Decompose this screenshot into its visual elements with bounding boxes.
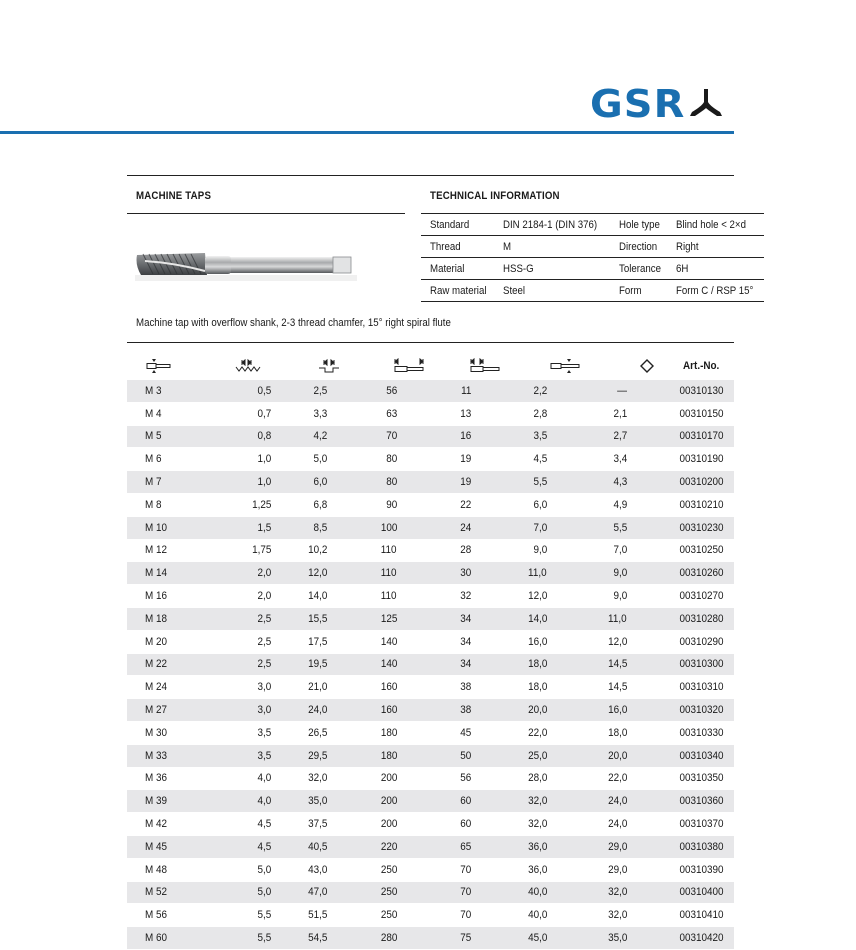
cell-thread-size: M 45 <box>127 835 189 858</box>
table-row <box>127 835 734 858</box>
cell-pitch: 3,0 <box>189 699 271 722</box>
cell-square-size: 18,0 <box>589 721 669 744</box>
cell-thread-length: 45 <box>431 721 509 744</box>
cell-thread-length: 50 <box>431 744 509 767</box>
thread-pitch-icon <box>234 358 264 374</box>
cell-thread-size: M 24 <box>127 676 189 699</box>
cell-shank-diameter: 36,0 <box>509 858 589 881</box>
machine-tap-image <box>135 249 357 281</box>
cell-thread-length: 65 <box>431 835 509 858</box>
cell-core-drill: 29,5 <box>271 744 353 767</box>
cell-pitch: 4,5 <box>189 835 271 858</box>
col-shank-diameter <box>509 352 589 380</box>
cell-square-size: 35,0 <box>589 927 669 950</box>
table-row <box>127 904 734 927</box>
cell-total-length: 70 <box>353 425 431 448</box>
cell-thread-size: M 27 <box>127 699 189 722</box>
cell-thread-length: 34 <box>431 607 509 630</box>
table-row <box>127 858 734 881</box>
cell-shank-diameter: 32,0 <box>509 813 589 836</box>
cell-thread-length: 11 <box>431 380 509 402</box>
cell-square-size: 24,0 <box>589 813 669 836</box>
col-square-size <box>589 352 669 380</box>
tech-value: HSS-G <box>494 258 610 280</box>
cell-total-length: 160 <box>353 699 431 722</box>
cell-shank-diameter: 22,0 <box>509 721 589 744</box>
cell-square-size: 14,5 <box>589 676 669 699</box>
cell-total-length: 180 <box>353 744 431 767</box>
cell-article-number: 00310150 <box>669 402 734 425</box>
cell-article-number: 00310250 <box>669 539 734 562</box>
cell-pitch: 4,0 <box>189 790 271 813</box>
cell-square-size: 3,4 <box>589 448 669 471</box>
table-row <box>127 585 734 608</box>
cell-shank-diameter: 3,5 <box>509 425 589 448</box>
cell-total-length: 140 <box>353 630 431 653</box>
cell-core-drill: 21,0 <box>271 676 353 699</box>
cell-core-drill: 54,5 <box>271 927 353 950</box>
cell-shank-diameter: 18,0 <box>509 653 589 676</box>
cell-thread-size: M 60 <box>127 927 189 950</box>
cell-thread-length: 70 <box>431 904 509 927</box>
cell-thread-length: 13 <box>431 402 509 425</box>
cell-total-length: 100 <box>353 516 431 539</box>
cell-core-drill: 43,0 <box>271 858 353 881</box>
cell-thread-size: M 5 <box>127 425 189 448</box>
cell-square-size: 5,5 <box>589 516 669 539</box>
cell-pitch: 1,75 <box>189 539 271 562</box>
table-row <box>127 721 734 744</box>
cell-core-drill: 19,5 <box>271 653 353 676</box>
cell-total-length: 250 <box>353 858 431 881</box>
cell-core-drill: 17,5 <box>271 630 353 653</box>
table-row <box>127 516 734 539</box>
tech-value: Blind hole < 2×d <box>667 214 764 236</box>
cell-pitch: 2,0 <box>189 562 271 585</box>
cell-shank-diameter: 12,0 <box>509 585 589 608</box>
cell-thread-size: M 7 <box>127 471 189 494</box>
cell-thread-size: M 36 <box>127 767 189 790</box>
cell-article-number: 00310390 <box>669 858 734 881</box>
cell-square-size: 32,0 <box>589 904 669 927</box>
cell-total-length: 200 <box>353 813 431 836</box>
cell-pitch: 0,8 <box>189 425 271 448</box>
logo-text: GSR <box>590 82 686 126</box>
core-drill-diameter-icon <box>316 358 342 374</box>
section-left-rule <box>127 213 405 214</box>
cell-thread-size: M 20 <box>127 630 189 653</box>
tech-row <box>421 258 764 280</box>
cell-shank-diameter: 45,0 <box>509 927 589 950</box>
cell-total-length: 80 <box>353 471 431 494</box>
cell-pitch: 3,5 <box>189 744 271 767</box>
tech-label: Raw material <box>421 280 494 302</box>
cell-thread-size: M 42 <box>127 813 189 836</box>
tech-label: Material <box>421 258 494 280</box>
cell-shank-diameter: 6,0 <box>509 493 589 516</box>
cell-total-length: 63 <box>353 402 431 425</box>
cell-pitch: 3,5 <box>189 721 271 744</box>
cell-thread-length: 30 <box>431 562 509 585</box>
cell-pitch: 2,0 <box>189 585 271 608</box>
cell-thread-size: M 39 <box>127 790 189 813</box>
cell-thread-length: 28 <box>431 539 509 562</box>
cell-thread-length: 34 <box>431 653 509 676</box>
col-article-number <box>669 352 734 380</box>
table-row <box>127 493 734 516</box>
cell-core-drill: 6,0 <box>271 471 353 494</box>
cell-article-number: 00310330 <box>669 721 734 744</box>
cell-thread-length: 32 <box>431 585 509 608</box>
cell-article-number: 00310210 <box>669 493 734 516</box>
col-nominal-diameter <box>127 352 189 380</box>
description-rule <box>127 342 734 343</box>
technical-info-table <box>421 213 764 302</box>
table-row <box>127 699 734 722</box>
cell-core-drill: 14,0 <box>271 585 353 608</box>
nominal-diameter-icon <box>142 358 174 374</box>
cell-article-number: 00310190 <box>669 448 734 471</box>
cell-square-size: 29,0 <box>589 858 669 881</box>
cell-thread-length: 22 <box>431 493 509 516</box>
cell-core-drill: 8,5 <box>271 516 353 539</box>
cell-shank-diameter: 32,0 <box>509 790 589 813</box>
cell-thread-length: 60 <box>431 790 509 813</box>
cell-thread-size: M 3 <box>127 380 189 402</box>
cell-total-length: 220 <box>353 835 431 858</box>
cell-square-size: 16,0 <box>589 699 669 722</box>
cell-pitch: 2,5 <box>189 607 271 630</box>
cell-core-drill: 6,8 <box>271 493 353 516</box>
cell-shank-diameter: 11,0 <box>509 562 589 585</box>
cell-core-drill: 26,5 <box>271 721 353 744</box>
table-row <box>127 425 734 448</box>
cell-square-size: 2,1 <box>589 402 669 425</box>
cell-shank-diameter: 40,0 <box>509 904 589 927</box>
cell-total-length: 160 <box>353 676 431 699</box>
dimensions-table-body <box>127 380 734 949</box>
cell-square-size: 4,9 <box>589 493 669 516</box>
cell-total-length: 80 <box>353 448 431 471</box>
article-number-header: Art.-No. <box>683 360 720 372</box>
cell-article-number: 00310130 <box>669 380 734 402</box>
table-row <box>127 607 734 630</box>
cell-article-number: 00310380 <box>669 835 734 858</box>
cell-total-length: 125 <box>353 607 431 630</box>
cell-core-drill: 51,5 <box>271 904 353 927</box>
cell-core-drill: 2,5 <box>271 380 353 402</box>
tech-label: Hole type <box>610 214 667 236</box>
cell-total-length: 180 <box>353 721 431 744</box>
cell-article-number: 00310260 <box>669 562 734 585</box>
cell-shank-diameter: 40,0 <box>509 881 589 904</box>
tech-value: M <box>494 236 610 258</box>
cell-shank-diameter: 36,0 <box>509 835 589 858</box>
cell-square-size: — <box>589 380 669 402</box>
cell-article-number: 00310310 <box>669 676 734 699</box>
cell-thread-length: 19 <box>431 471 509 494</box>
gsr-logo <box>590 82 723 126</box>
tech-value: Right <box>667 236 764 258</box>
cell-square-size: 32,0 <box>589 881 669 904</box>
col-thread-pitch <box>189 352 271 380</box>
cell-pitch: 4,0 <box>189 767 271 790</box>
cell-thread-size: M 10 <box>127 516 189 539</box>
table-row <box>127 767 734 790</box>
tech-label: Form <box>610 280 667 302</box>
cell-article-number: 00310200 <box>669 471 734 494</box>
cell-core-drill: 10,2 <box>271 539 353 562</box>
cell-thread-size: M 6 <box>127 448 189 471</box>
cell-core-drill: 15,5 <box>271 607 353 630</box>
cell-pitch: 0,7 <box>189 402 271 425</box>
cell-core-drill: 24,0 <box>271 699 353 722</box>
cell-article-number: 00310300 <box>669 653 734 676</box>
header-accent-rule <box>0 131 734 134</box>
cell-total-length: 200 <box>353 790 431 813</box>
section-top-rule <box>127 175 734 176</box>
cell-core-drill: 47,0 <box>271 881 353 904</box>
tech-row <box>421 214 764 236</box>
cell-core-drill: 40,5 <box>271 835 353 858</box>
product-description: Machine tap with overflow shank, 2-3 thread chamfer, 15° right spiral flute <box>136 317 451 329</box>
tech-label: Thread <box>421 236 494 258</box>
cell-thread-length: 16 <box>431 425 509 448</box>
cell-square-size: 14,5 <box>589 653 669 676</box>
cell-total-length: 56 <box>353 380 431 402</box>
table-row <box>127 562 734 585</box>
cell-thread-length: 38 <box>431 699 509 722</box>
gsr-tri-blade-logo-icon <box>689 88 723 120</box>
cell-article-number: 00310350 <box>669 767 734 790</box>
cell-core-drill: 12,0 <box>271 562 353 585</box>
cell-article-number: 00310290 <box>669 630 734 653</box>
cell-article-number: 00310170 <box>669 425 734 448</box>
cell-total-length: 200 <box>353 767 431 790</box>
cell-square-size: 22,0 <box>589 767 669 790</box>
cell-square-size: 9,0 <box>589 585 669 608</box>
tech-value: Steel <box>494 280 610 302</box>
table-row <box>127 630 734 653</box>
cell-pitch: 1,25 <box>189 493 271 516</box>
table-row <box>127 653 734 676</box>
cell-square-size: 7,0 <box>589 539 669 562</box>
total-length-icon <box>393 358 427 374</box>
cell-core-drill: 4,2 <box>271 425 353 448</box>
cell-shank-diameter: 9,0 <box>509 539 589 562</box>
cell-article-number: 00310360 <box>669 790 734 813</box>
cell-shank-diameter: 18,0 <box>509 676 589 699</box>
table-row <box>127 790 734 813</box>
cell-thread-length: 56 <box>431 767 509 790</box>
cell-shank-diameter: 14,0 <box>509 607 589 630</box>
table-row <box>127 402 734 425</box>
cell-thread-size: M 12 <box>127 539 189 562</box>
cell-core-drill: 5,0 <box>271 448 353 471</box>
square-size-icon <box>639 358 655 374</box>
cell-article-number: 00310410 <box>669 904 734 927</box>
cell-shank-diameter: 4,5 <box>509 448 589 471</box>
cell-pitch: 2,5 <box>189 630 271 653</box>
col-thread-length <box>431 352 509 380</box>
table-row <box>127 676 734 699</box>
table-row <box>127 813 734 836</box>
cell-square-size: 29,0 <box>589 835 669 858</box>
tech-label: Tolerance <box>610 258 667 280</box>
table-row <box>127 744 734 767</box>
tech-value: DIN 2184-1 (DIN 376) <box>494 214 610 236</box>
tech-label: Direction <box>610 236 667 258</box>
cell-total-length: 90 <box>353 493 431 516</box>
tech-row <box>421 280 764 302</box>
table-row <box>127 448 734 471</box>
table-row <box>127 380 734 402</box>
cell-pitch: 1,0 <box>189 448 271 471</box>
table-row <box>127 927 734 950</box>
cell-article-number: 00310320 <box>669 699 734 722</box>
cell-thread-size: M 33 <box>127 744 189 767</box>
cell-thread-size: M 18 <box>127 607 189 630</box>
cell-square-size: 4,3 <box>589 471 669 494</box>
cell-shank-diameter: 2,2 <box>509 380 589 402</box>
cell-pitch: 3,0 <box>189 676 271 699</box>
cell-thread-size: M 8 <box>127 493 189 516</box>
cell-total-length: 110 <box>353 585 431 608</box>
cell-article-number: 00310230 <box>669 516 734 539</box>
tech-value: Form C / RSP 15° <box>667 280 764 302</box>
cell-article-number: 00310340 <box>669 744 734 767</box>
cell-square-size: 12,0 <box>589 630 669 653</box>
cell-thread-size: M 4 <box>127 402 189 425</box>
cell-article-number: 00310270 <box>669 585 734 608</box>
cell-thread-size: M 30 <box>127 721 189 744</box>
cell-thread-size: M 22 <box>127 653 189 676</box>
table-row <box>127 471 734 494</box>
cell-thread-size: M 56 <box>127 904 189 927</box>
cell-shank-diameter: 28,0 <box>509 767 589 790</box>
cell-thread-length: 60 <box>431 813 509 836</box>
section-title-technical-information: TECHNICAL INFORMATION <box>430 190 560 202</box>
cell-shank-diameter: 20,0 <box>509 699 589 722</box>
cell-thread-length: 70 <box>431 858 509 881</box>
table-header-row <box>127 352 734 380</box>
cell-thread-size: M 16 <box>127 585 189 608</box>
cell-pitch: 1,5 <box>189 516 271 539</box>
cell-core-drill: 3,3 <box>271 402 353 425</box>
cell-pitch: 5,5 <box>189 904 271 927</box>
tech-row <box>421 236 764 258</box>
cell-thread-length: 34 <box>431 630 509 653</box>
cell-pitch: 0,5 <box>189 380 271 402</box>
cell-article-number: 00310370 <box>669 813 734 836</box>
section-title-machine-taps: MACHINE TAPS <box>136 190 212 202</box>
cell-shank-diameter: 16,0 <box>509 630 589 653</box>
cell-shank-diameter: 5,5 <box>509 471 589 494</box>
cell-square-size: 2,7 <box>589 425 669 448</box>
cell-thread-length: 24 <box>431 516 509 539</box>
cell-square-size: 11,0 <box>589 607 669 630</box>
cell-pitch: 2,5 <box>189 653 271 676</box>
cell-pitch: 5,5 <box>189 927 271 950</box>
cell-article-number: 00310420 <box>669 927 734 950</box>
dimensions-table <box>127 352 734 950</box>
cell-square-size: 20,0 <box>589 744 669 767</box>
shank-diameter-icon <box>549 358 581 374</box>
thread-length-icon <box>469 358 501 374</box>
cell-pitch: 1,0 <box>189 471 271 494</box>
col-total-length <box>353 352 431 380</box>
cell-core-drill: 32,0 <box>271 767 353 790</box>
cell-shank-diameter: 25,0 <box>509 744 589 767</box>
cell-total-length: 250 <box>353 881 431 904</box>
cell-square-size: 24,0 <box>589 790 669 813</box>
tech-label: Standard <box>421 214 494 236</box>
cell-core-drill: 37,5 <box>271 813 353 836</box>
cell-thread-size: M 48 <box>127 858 189 881</box>
cell-article-number: 00310400 <box>669 881 734 904</box>
cell-thread-length: 75 <box>431 927 509 950</box>
cell-total-length: 110 <box>353 539 431 562</box>
cell-total-length: 110 <box>353 562 431 585</box>
cell-article-number: 00310280 <box>669 607 734 630</box>
table-row <box>127 539 734 562</box>
cell-pitch: 4,5 <box>189 813 271 836</box>
cell-thread-size: M 52 <box>127 881 189 904</box>
cell-total-length: 280 <box>353 927 431 950</box>
cell-pitch: 5,0 <box>189 881 271 904</box>
cell-pitch: 5,0 <box>189 858 271 881</box>
cell-thread-size: M 14 <box>127 562 189 585</box>
cell-square-size: 9,0 <box>589 562 669 585</box>
cell-thread-length: 19 <box>431 448 509 471</box>
cell-shank-diameter: 7,0 <box>509 516 589 539</box>
cell-core-drill: 35,0 <box>271 790 353 813</box>
cell-shank-diameter: 2,8 <box>509 402 589 425</box>
table-row <box>127 881 734 904</box>
tech-value: 6H <box>667 258 764 280</box>
col-core-drill-diameter <box>271 352 353 380</box>
cell-thread-length: 70 <box>431 881 509 904</box>
cell-total-length: 250 <box>353 904 431 927</box>
cell-thread-length: 38 <box>431 676 509 699</box>
cell-total-length: 140 <box>353 653 431 676</box>
